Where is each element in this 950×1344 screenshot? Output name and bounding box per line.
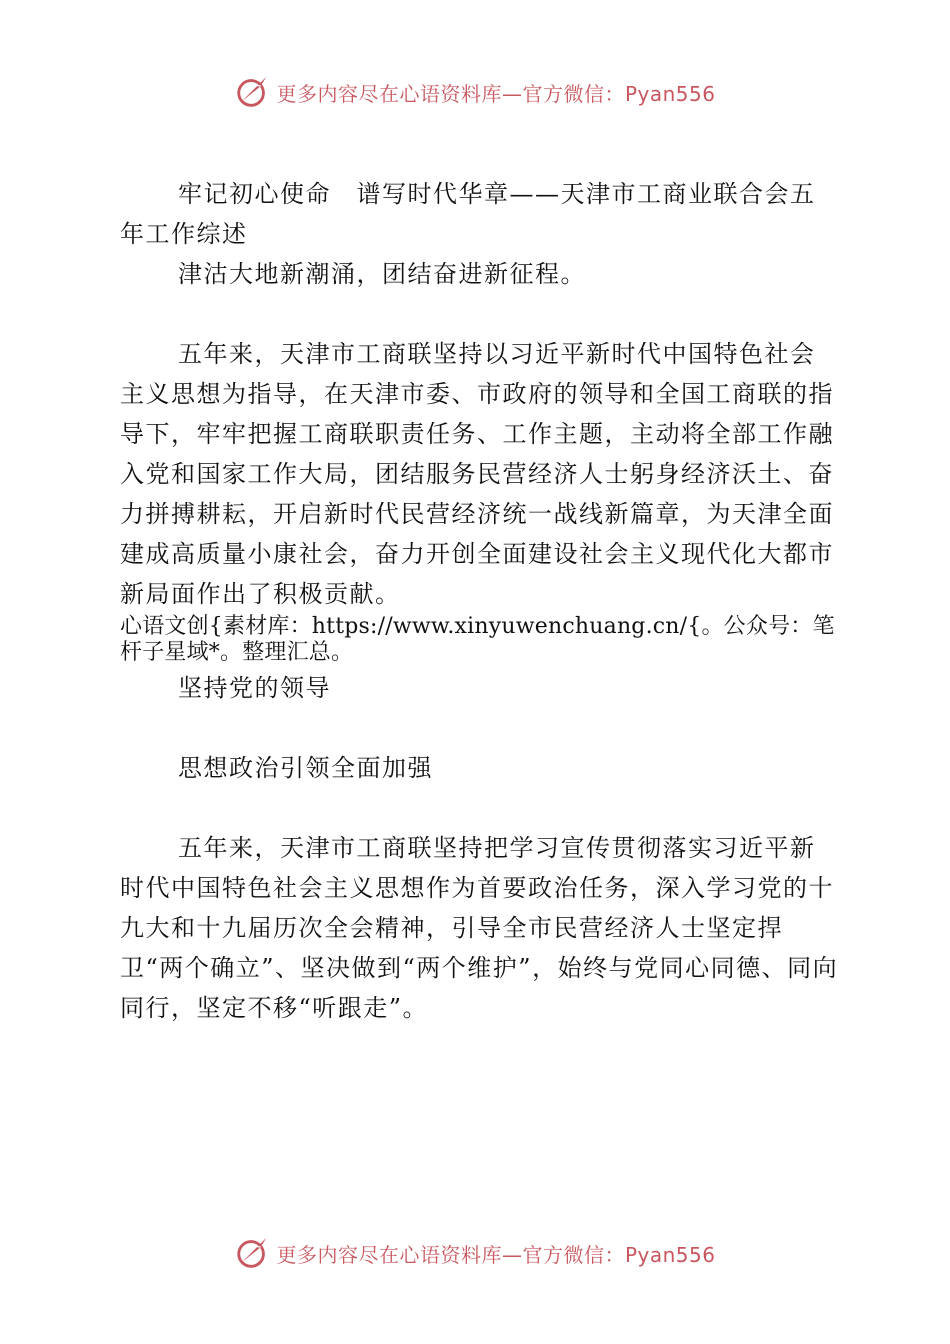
- quill-circle-logo-icon: [234, 1234, 272, 1272]
- source-notice: 心语文创{素材库：https://www.xinyuwenchuang.cn/{。公众号：笔杆子星域*。整理汇总。: [120, 614, 835, 665]
- banner-text: 更多内容尽在心语资料库—官方微信：Pyan556: [276, 1242, 716, 1267]
- section-heading-2: 思想政治引领全面加强: [178, 754, 433, 782]
- quill-circle-logo-icon: [234, 73, 272, 111]
- document-title: 牢记初心使命 谱写时代华章——天津市工商业联合会五年工作综述: [120, 180, 816, 248]
- section-heading-1: 坚持党的领导: [178, 674, 331, 702]
- header-banner: [0, 72, 950, 112]
- footer-banner: [0, 1233, 950, 1273]
- paragraph-1: 五年来，天津市工商联坚持以习近平新时代中国特色社会主义思想为指导，在天津市委、市政府的领导和全国工商联的指导下，牢牢把握工商联职责任务、工作主题，主动将全部工作融入党和国家工作大局，团结服务民营经济人士躬身经济沃土、奋力拼搏耕耘，开启新时代民营经济统一战线新篇章，为天津全面建成高质量小康社会，奋力开创全面建设社会主义现代化大都市新局面作出了积极贡献。: [120, 340, 834, 608]
- banner-text: 更多内容尽在心语资料库—官方微信：Pyan556: [276, 81, 716, 106]
- paragraph-2: 五年来，天津市工商联坚持把学习宣传贯彻落实习近平新时代中国特色社会主义思想作为首要政治任务，深入学习党的十九大和十九届历次全会精神，引导全市民营经济人士坚定捍卫“两个确立”、坚决做到“两个维护”，始终与党同心同德、同向同行，坚定不移“听跟走”。: [120, 834, 839, 1022]
- document-subtitle: 津沽大地新潮涌，团结奋进新征程。: [178, 260, 586, 288]
- document-body: [120, 174, 840, 1028]
